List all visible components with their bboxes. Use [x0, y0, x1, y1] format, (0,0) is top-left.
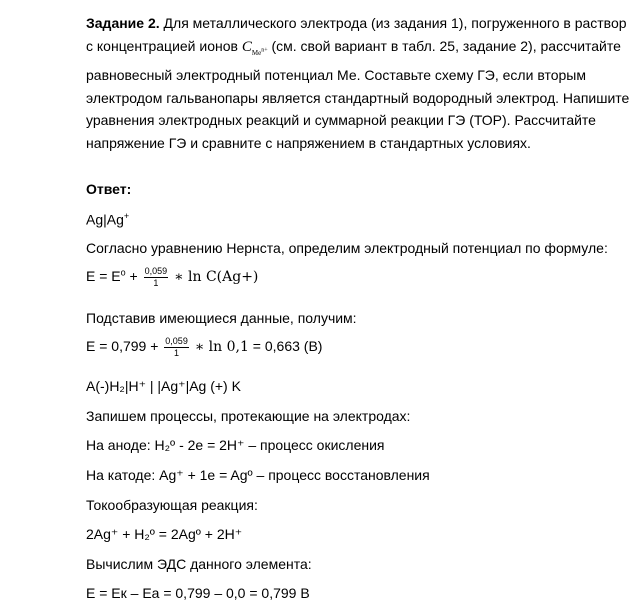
answer-heading: Ответ: [86, 181, 132, 197]
task-label: Задание 2. [86, 15, 160, 31]
anode-reaction: На аноде: H₂º - 2e = 2H⁺ – процесс окисления [86, 437, 385, 453]
task-paragraph [86, 12, 631, 154]
electrode-notation: Ag|Ag+ [86, 211, 130, 228]
emf-intro: Вычислим ЭДС данного элемента: [86, 556, 312, 572]
cathode-reaction: На катоде: Ag⁺ + 1e = Agº – процесс восстановления [86, 467, 430, 483]
task-text-1: Для металлического электрода (из задания 1), погруженного в раствор с концентрацией ионов [86, 15, 627, 54]
galvanic-scheme: A(-)H₂|H⁺ | |Ag⁺|Ag (+) K [86, 378, 241, 394]
nernst-formula: $E = E^o$ + $\frac{0,059}{1}$ ∗ ln C(Ag+) [86, 266, 259, 288]
concentration-symbol: $C_{Me^{n+}}$ [241, 38, 268, 57]
nernst-intro: Согласно уравнению Нернста, определим электродный потенциал по формуле: [86, 240, 608, 256]
substitute-intro: Подставив имеющиеся данные, получим: [86, 310, 357, 326]
fraction: $\frac{0,059}{1}$ [144, 266, 168, 288]
current-intro: Токообразующая реакция: [86, 497, 258, 513]
emf-result: E = Eк – Eа = 0,799 – 0,0 = 0,799 В [86, 585, 310, 601]
processes-intro: Запишем процессы, протекающие на электродах: [86, 408, 411, 424]
overall-reaction: 2Ag⁺ + H₂º = 2Agº + 2H⁺ [86, 526, 243, 542]
fraction: $\frac{0,059}{1}$ [165, 336, 188, 358]
task-text-2: (см. свой вариант в табл. 25, задание 2), рассчитайте равновесный электродный потенциал Ме. Составьте схему ГЭ, если вторым электродом гальванопары является стандартный водородный электрод. Напишите уравнения электродных реакций и суммарной реакции ГЭ (ТОР). Рассчитайте напряжение ГЭ и сравните с напряжением в стандартных условиях. [86, 37, 630, 151]
substituted-formula: E = 0,799 + $\frac{0,059}{1}$ ∗ ln 0,1 = 0,663 (В) [86, 336, 323, 358]
